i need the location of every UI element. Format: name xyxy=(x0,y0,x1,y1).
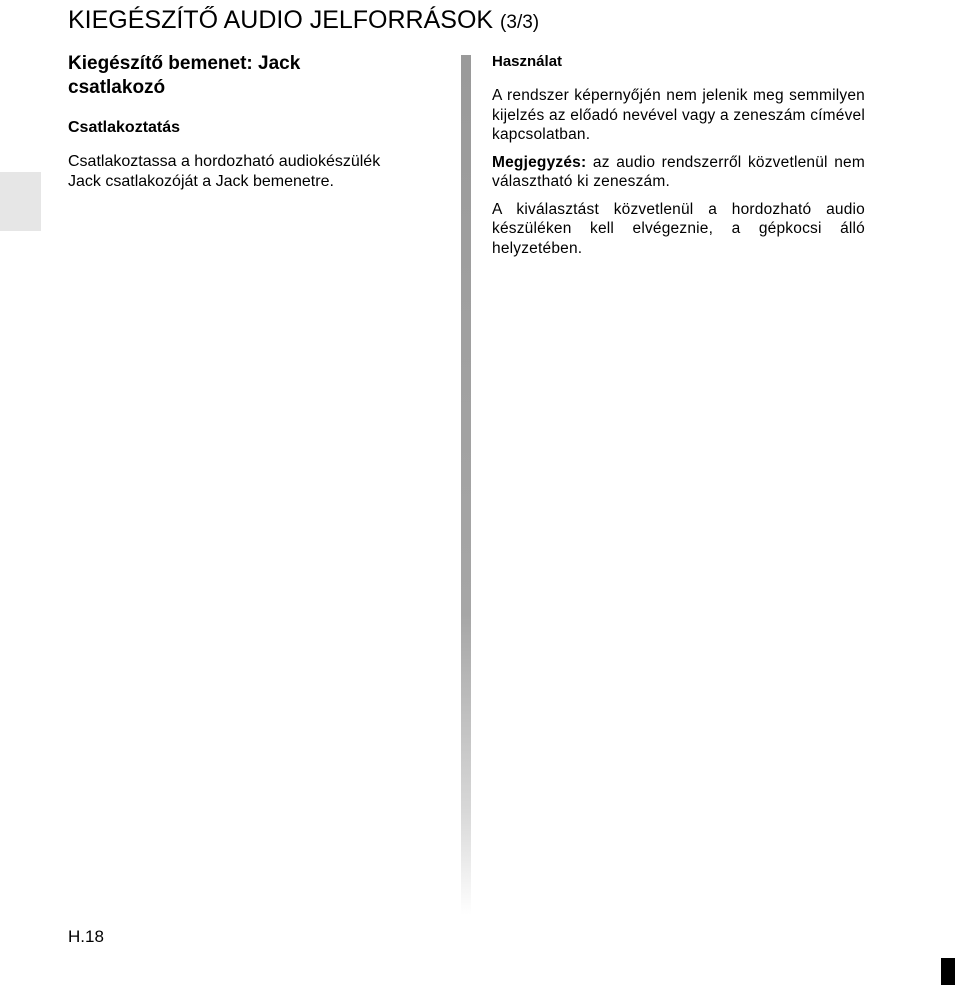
column-divider-bar xyxy=(461,55,471,915)
left-column xyxy=(68,52,453,192)
page-title-text: KIEGÉSZÍTŐ AUDIO JELFORRÁSOK xyxy=(68,6,494,34)
usage-heading: Használat xyxy=(492,53,563,70)
note-text: az audio rendszerről közvetlenül nem választható ki zeneszám. xyxy=(492,153,865,190)
usage-paragraph-selection: A kiválasztást közvetlenül a hordozható audio készüléken kell elvégeznie, a gépkocsi álló helyzetében. xyxy=(492,200,865,257)
section-title xyxy=(68,52,453,100)
subsection-title: Csatlakoztatás xyxy=(68,119,181,136)
connection-instructions-line-2: Jack csatlakozóját a Jack bemenetre. xyxy=(68,173,334,190)
section-title-line-1: Kiegészítő bemenet: Jack xyxy=(68,53,301,74)
side-tab-marker xyxy=(0,172,41,231)
right-column xyxy=(492,52,865,258)
connection-instructions-line-1: Csatlakoztassa a hordozható audiokészülék xyxy=(68,153,381,170)
section-title-line-2: csatlakozó xyxy=(68,77,166,98)
note-label: Megjegyzés: xyxy=(492,153,587,171)
connection-instructions xyxy=(68,152,453,192)
corner-registration-mark xyxy=(941,958,955,985)
usage-paragraph-display: A rendszer képernyőjén nem jelenik meg semmilyen kijelzés az előadó nevével vagy a zeneszám címével kapcsolatban. xyxy=(492,87,865,143)
page-number: H.18 xyxy=(68,927,104,946)
page-title-part: (3/3) xyxy=(500,12,540,33)
page-title xyxy=(68,5,539,38)
usage-note xyxy=(492,153,865,192)
